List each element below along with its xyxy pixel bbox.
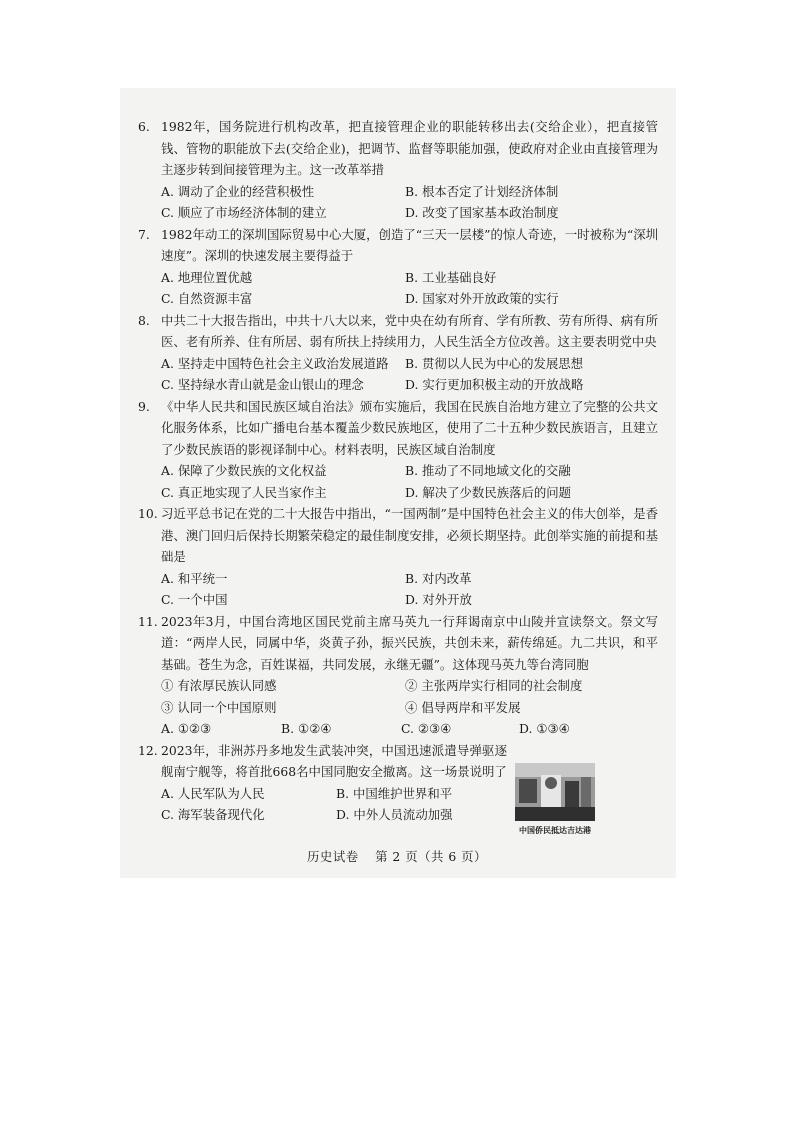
option-list — [161, 568, 658, 611]
question-stem: 1982年动工的深圳国际贸易中心大厦，创造了“三天一层楼”的惊人奇迹，一时被称为“深圳速度”。深圳的快速发展主要得益于 — [161, 226, 658, 263]
evacuation-photo — [515, 763, 595, 821]
option-b: B. 根本否定了计划经济体制 — [405, 183, 559, 199]
question-number: 12. — [138, 742, 158, 758]
option-list — [161, 267, 658, 310]
option-b: B. 推动了不同地域文化的交融 — [405, 463, 571, 478]
option-b: B. 贯彻以人民为中心的发展思想 — [405, 355, 584, 371]
question-8 — [138, 310, 658, 396]
option-list — [161, 718, 658, 740]
question-7 — [138, 224, 658, 310]
exam-subject: 历史试卷 — [307, 849, 359, 864]
page-footer — [0, 847, 794, 865]
option-a: A. 人民军队为人民 — [161, 785, 265, 801]
option-b: B. 对内改革 — [405, 570, 472, 586]
option-a: A. 坚持走中国特色社会主义政治发展道路 — [161, 355, 389, 371]
page-number: 第 2 页（共 6 页） — [375, 849, 487, 864]
option-c: C. 一个中国 — [161, 592, 228, 607]
question-number: 11. — [138, 613, 158, 629]
option-a: A. ①②③ — [161, 721, 212, 736]
option-a: A. 地理位置优越 — [161, 269, 253, 285]
option-d: D. 解决了少数民族落后的问题 — [405, 484, 572, 500]
option-c: C. 海军装备现代化 — [161, 807, 265, 822]
question-number: 9. — [138, 398, 150, 414]
statement-1: ① 有浓厚民族认同感 — [161, 678, 277, 693]
question-9 — [138, 396, 658, 504]
option-d: D. 国家对外开放政策的实行 — [405, 291, 559, 306]
question-6 — [138, 116, 658, 224]
option-a: A. 和平统一 — [161, 570, 228, 586]
option-b: B. 工业基础良好 — [405, 269, 497, 285]
question-number: 7. — [138, 226, 150, 242]
option-d: D. 对外开放 — [405, 592, 472, 607]
question-number: 6. — [138, 119, 150, 134]
question-stem: 《中华人民共和国民族区域自治法》颁布实施后，我国在民族自治地方建立了完整的公共文化服务体系，比如广播电台基本覆盖少数民族地区，使用了二十五种少数民族语言，且建立了少数民族语的影视译制中心。材料表明，民族区域自治制度 — [161, 398, 658, 457]
photo-caption: 中国侨民抵达吉达港 — [519, 825, 591, 835]
option-d: D. 改变了国家基本政治制度 — [405, 205, 559, 220]
option-c: C. 真正地实现了人民当家作主 — [161, 484, 327, 500]
question-list — [138, 116, 658, 826]
option-a: A. 调动了企业的经营积极性 — [161, 183, 315, 199]
option-d: D. 实行更加积极主动的开放战略 — [405, 377, 584, 392]
photo-illustration — [515, 763, 595, 821]
statement-3: ③ 认同一个中国原则 — [161, 699, 277, 715]
option-c: C. ②③④ — [401, 721, 452, 736]
option-list — [161, 353, 658, 396]
option-c: C. 顺应了市场经济体制的建立 — [161, 205, 327, 220]
question-stem: 2023年，非洲苏丹多地发生武装冲突，中国迅速派遣导弹驱逐舰南宁舰等，将首批668名中国同胞安全撤离。这一场景说明了 — [161, 742, 507, 779]
statement-2: ② 主张两岸实行相同的社会制度 — [405, 678, 583, 693]
question-stem: 习近平总书记在党的二十大报告中指出，“一国两制”是中国特色社会主义的伟大创举，是香港、澳门回归后保持长期繁荣稳定的最佳制度安排，必须长期坚持。此创举实施的前提和基础是 — [161, 506, 658, 564]
statement-4: ④ 倡导两岸和平发展 — [405, 699, 521, 715]
statement-list — [161, 675, 658, 718]
option-b: B. 中国维护世界和平 — [336, 785, 453, 801]
option-b: B. ①②④ — [281, 721, 332, 736]
option-c: C. 自然资源丰富 — [161, 291, 253, 306]
option-c: C. 坚持绿水青山就是金山银山的理念 — [161, 377, 364, 392]
question-stem: 1982年，国务院进行机构改革，把直接管理企业的职能转移出去(交给企业），把直接管钱、管物的职能放下去(交给企业)，把调节、监督等职能加强，使政府对企业由直接管理为主逐步转到间接管理为主。这一改革举措 — [161, 119, 658, 177]
question-number: 8. — [138, 312, 150, 328]
option-d: D. 中外人员流动加强 — [336, 807, 453, 822]
option-list — [161, 181, 658, 224]
question-10 — [138, 503, 658, 611]
question-number: 10. — [138, 506, 158, 521]
question-stem: 中共二十大报告指出，中共十八大以来，党中央在幼有所育、学有所教、劳有所得、病有所医、老有所养、住有所居、弱有所扶上持续用力，人民生活全方位改善。这主要表明党中央 — [161, 312, 658, 349]
question-stem: 2023年3月，中国台湾地区国民党前主席马英九一行拜谒南京中山陵并宣读祭文。祭文写道：“两岸人民，同属中华，炎黄子孙，振兴民族，共创未来，薪传绵延。九二共识，和平基础。苍生为念，百姓谋福，共同发展，永继无疆”。这体现马英九等台湾同胞 — [161, 613, 658, 672]
option-a: A. 保障了少数民族的文化权益 — [161, 463, 327, 478]
option-list — [161, 783, 507, 826]
option-list — [161, 460, 658, 503]
question-11 — [138, 611, 658, 740]
option-d: D. ①③④ — [519, 721, 570, 736]
